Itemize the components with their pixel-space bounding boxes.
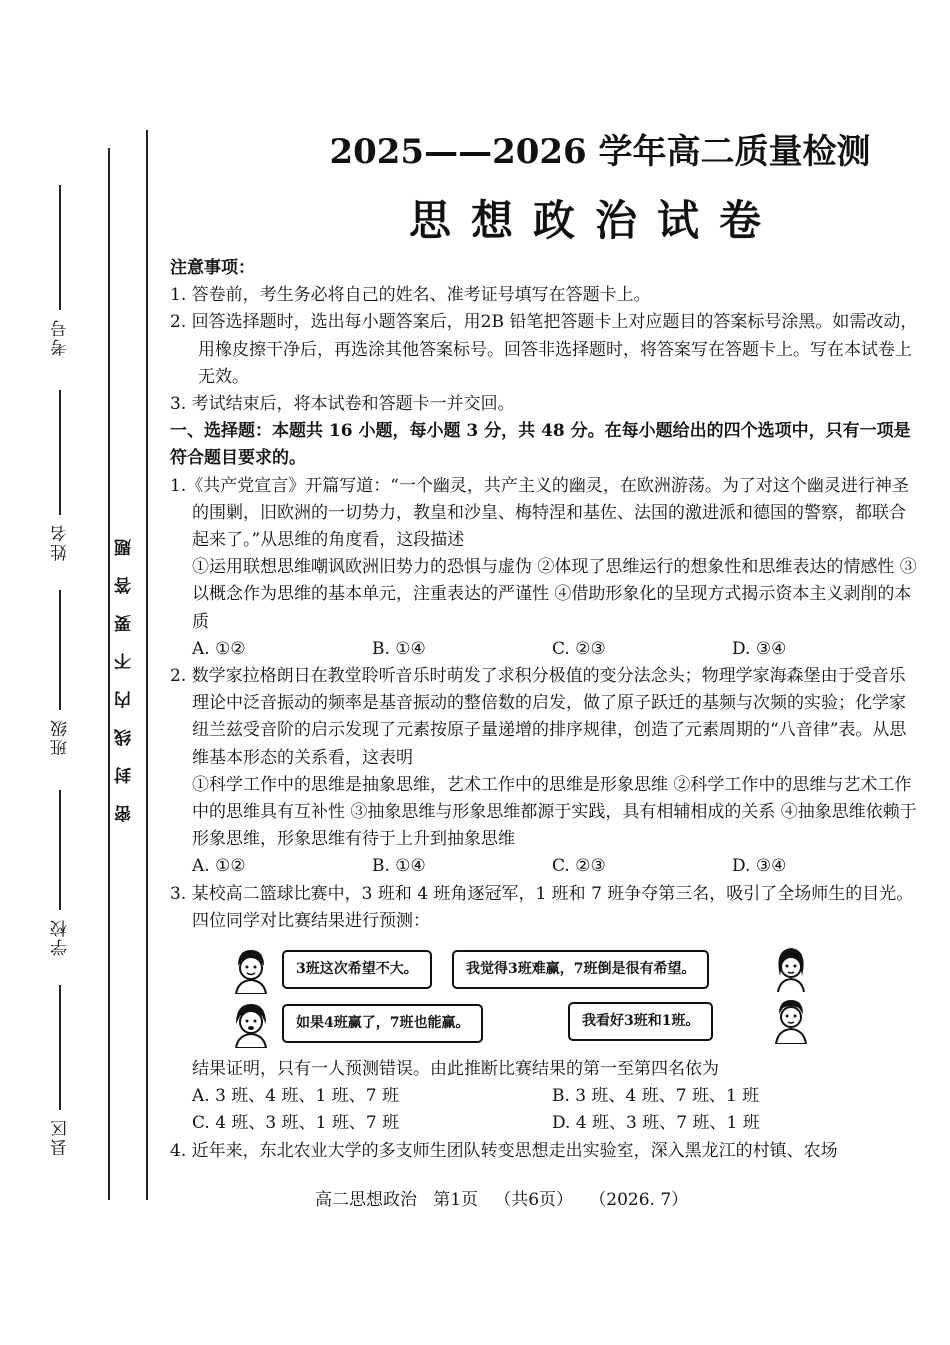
- question-2-stem: 2. 数学家拉格朗日在教堂聆听音乐时萌发了求积分极值的变分法念头；物理学家海森堡由于受音乐理论中泛音振动的频率是基音振动的整倍数的启发，做了原子跃迁的基频与次频的实验；化学家纽兰兹受音阶的启示发现了元素按原子量递增的排序规律，创造了元素周期的“八音律”表。从思维基本形态的关系看，这表明: [170, 666, 907, 768]
- speech-bubble-2: 我觉得3班难赢，7班倒是很有希望。: [452, 950, 709, 989]
- class-label: 班级: [50, 718, 71, 756]
- option-a: A. ①②: [192, 638, 246, 659]
- option-d: D. ③④: [732, 638, 787, 659]
- option-b: B. ①④: [372, 638, 426, 659]
- seal-line-left: [108, 148, 110, 1200]
- name-field: [40, 390, 80, 561]
- student-avatar-icon: [770, 946, 812, 992]
- option-a: A. 3 班、4 班、1 班、7 班: [192, 1086, 399, 1107]
- student-avatar-icon: [770, 998, 812, 1044]
- option-d: D. 4 班、3 班、7 班、1 班: [552, 1113, 760, 1134]
- question-3-options-row-2: [170, 1110, 920, 1137]
- question-2-options: [170, 853, 920, 880]
- student-avatar-icon: [230, 1002, 272, 1048]
- option-b: B. ①④: [372, 856, 426, 877]
- page-footer: 高二思想政治 第1页 （共6页） （2026. 7）: [315, 1190, 689, 1210]
- question-1-statements: ①运用联想思维嘲讽欧洲旧势力的恐惧与虚伪 ②体现了思维运行的想象性和思维表达的情感性 ③以概念作为思维的基本单元，注重表达的严谨性 ④借助形象化的呈现方式揭示资本主义剥削的本质: [192, 557, 917, 632]
- prediction-figure: [230, 940, 850, 1052]
- option-c: C. ②③: [552, 856, 606, 877]
- seal-warning: 密封线内不要答题: [115, 518, 135, 822]
- question-1-stem: 1.《共产党宣言》开篇写道：“一个幽灵，共产主义的幽灵，在欧洲游荡。为了对这个幽灵进行神圣的围剿，旧欧洲的一切势力，教皇和沙皇、梅特涅和基佐、法国的激进派和德国的警察，都联合起来了。”从思维的角度看，这段描述: [170, 475, 909, 551]
- option-d: D. ③④: [732, 856, 787, 877]
- option-a: A. ①②: [192, 856, 246, 877]
- class-field: [40, 590, 80, 756]
- school-label: 学校: [50, 918, 71, 956]
- question-3-options-row-1: [170, 1083, 920, 1110]
- student-avatar-icon: [230, 948, 272, 994]
- exam-title: 2025——2026 学年高二质量检测: [329, 132, 871, 172]
- name-label: 姓名: [50, 523, 71, 561]
- question-2-statements: ①科学工作中的思维是抽象思维，艺术工作中的思维是形象思维 ②科学工作中的思维与艺术工作中的思维具有互补性 ③抽象思维与形象思维都源于实践，具有相辅相成的关系 ④抽象思维依赖于形象思维，形象思维有待于上升到抽象思维: [192, 774, 917, 850]
- question-3-stem: 3. 某校高二篮球比赛中，3 班和 4 班角逐冠军，1 班和 7 班争夺第三名，吸引了全场师生的目光。四位同学对比赛结果进行预测：: [170, 883, 914, 931]
- notice-item: 2. 回答选择题时，选出每小题答案后，用2B 铅笔把答题卡上对应题目的答案标号涂黑。如需改动，用橡皮擦干净后，再选涂其他答案标号。回答非选择题时，将答案写在答题卡上。写在本试卷上无效。: [170, 312, 918, 387]
- county-field: [40, 985, 80, 1156]
- notice-title: 注意事项：: [170, 258, 255, 278]
- speech-bubble-4: 我看好3班和1班。: [568, 1002, 713, 1041]
- section-heading: 一、选择题：本题共 16 小题，每小题 3 分，共 48 分。在每小题给出的四个选项中，只有一项是符合题目要求的。: [170, 421, 911, 469]
- exam-number-field: [40, 185, 80, 356]
- question-4-stem: 4. 近年来，东北农业大学的多支师生团队转变思想走出实验室，深入黑龙江的村镇、农场: [170, 1140, 838, 1161]
- school-field: [40, 790, 80, 956]
- option-c: C. ②③: [552, 638, 606, 659]
- option-c: C. 4 班、3 班、1 班、7 班: [192, 1113, 400, 1134]
- seal-line-right: [146, 130, 148, 1200]
- exam-number-label: 考号: [50, 318, 71, 356]
- option-b: B. 3 班、4 班、7 班、1 班: [552, 1086, 760, 1107]
- question-1-options: [170, 636, 920, 663]
- speech-bubble-3: 如果4班赢了，7班也能赢。: [282, 1004, 483, 1043]
- county-label: 县区: [50, 1118, 71, 1156]
- exam-subject: 思想政治试卷: [408, 196, 781, 245]
- exam-content: [170, 255, 920, 1165]
- speech-bubble-1: 3班这次希望不大。: [282, 950, 432, 989]
- notice-item: 3. 考试结束后，将本试卷和答题卡一并交回。: [170, 394, 515, 415]
- notice-item: 1. 答卷前，考生务必将自己的姓名、准考证号填写在答题卡上。: [170, 285, 651, 306]
- question-3-conclusion: 结果证明，只有一人预测错误。由此推断比赛结果的第一至第四名依为: [192, 1059, 719, 1080]
